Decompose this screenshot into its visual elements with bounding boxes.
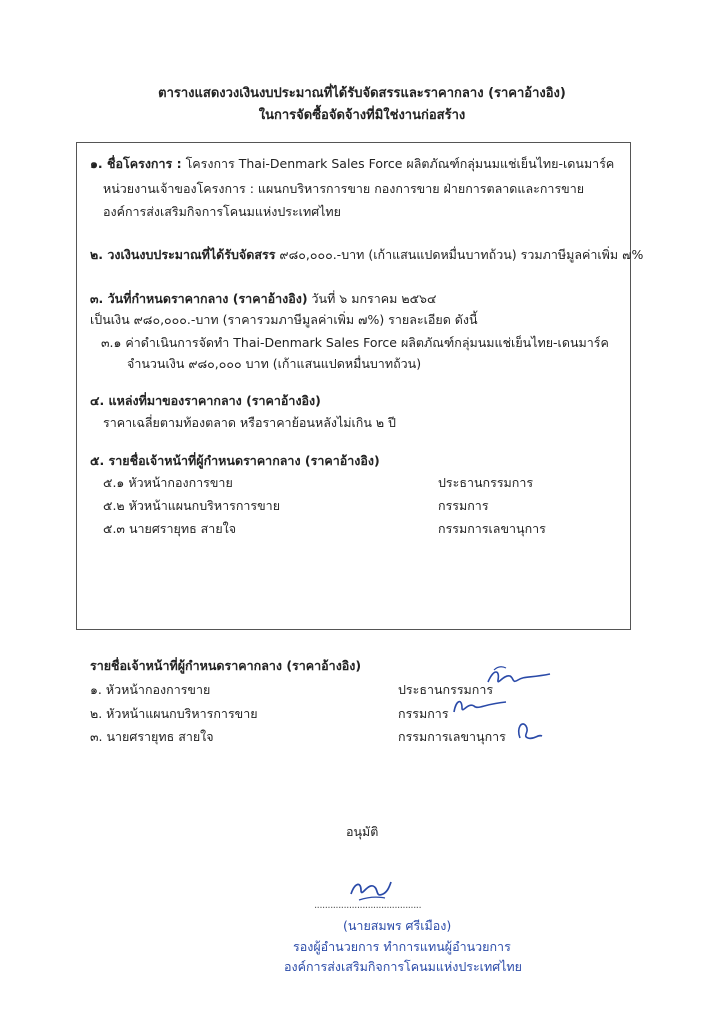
approver-name: (นายสมพร ศรีเมือง) bbox=[343, 918, 452, 933]
section-5-member-1-role: ประธานกรรมการ bbox=[438, 475, 534, 490]
section-2-budget: ๙๘๐,๐๐๐.-บาท (เก้าแสนแปดหมื่นบาทถ้วน) รวมภาษีมูลค่าเพิ่ม ๗% bbox=[279, 247, 644, 262]
section-3-label: ๓. วันที่กำหนดราคากลาง (ราคาอ้างอิง) bbox=[90, 291, 308, 306]
section-3-amount: เป็นเงิน ๙๘๐,๐๐๐.-บาท (ราคารวมภาษีมูลค่าเพิ่ม ๗%) รายละเอียด ดังนี้ bbox=[90, 312, 478, 327]
approver-title-2: องค์การส่งเสริมกิจการโคนมแห่งประเทศไทย bbox=[284, 959, 522, 974]
officer-3-name: ๓. นายศรายุทธ สายใจ bbox=[90, 729, 214, 744]
officer-1-role: ประธานกรรมการ bbox=[398, 682, 494, 697]
section-5-member-2-role: กรรมการ bbox=[438, 498, 489, 513]
section-1-project: โครงการ Thai-Denmark Sales Force ผลิตภัณฑ์กลุ่มนมแช่เย็นไทย-เดนมาร์ค bbox=[185, 156, 615, 171]
section-3-item-amount: จำนวนเงิน ๙๘๐,๐๐๐ บาท (เก้าแสนแปดหมื่นบาทถ้วน) bbox=[127, 356, 422, 371]
signature-chairman bbox=[484, 664, 554, 692]
section-1-agency: หน่วยงานเจ้าของโครงการ : แผนกบริหารการขาย กองการขาย ฝ่ายการตลาดและการขาย bbox=[103, 181, 585, 196]
section-1-org: องค์การส่งเสริมกิจการโคนมแห่งประเทศไทย bbox=[103, 204, 341, 219]
signature-secretary bbox=[512, 716, 544, 744]
section-1-label: ๑. ชื่อโครงการ : bbox=[90, 156, 182, 171]
section-4-label: ๔. แหล่งที่มาของราคากลาง (ราคาอ้างอิง) bbox=[90, 393, 321, 408]
section-3-date: วันที่ ๖ มกราคม ๒๕๖๔ bbox=[311, 291, 437, 306]
section-5-member-3-name: ๕.๓ นายศรายุทธ สายใจ bbox=[103, 521, 237, 536]
signature-member bbox=[450, 694, 510, 718]
section-2-label: ๒. วงเงินงบประมาณที่ได้รับจัดสรร bbox=[90, 247, 276, 262]
section-3-item: ๓.๑ ค่าดำเนินการจัดทำ Thai-Denmark Sales Force ผลิตภัณฑ์กลุ่มนมแช่เย็นไทย-เดนมาร์ค bbox=[101, 335, 609, 350]
section-5-member-1-name: ๕.๑ หัวหน้ากองการขาย bbox=[103, 475, 233, 490]
approval-label: อนุมัติ bbox=[346, 824, 379, 839]
approval-signature-line: ........................................ bbox=[314, 900, 422, 911]
section-2-row bbox=[90, 245, 643, 265]
section-5-member-3-role: กรรมการเลขานุการ bbox=[438, 521, 546, 536]
section-3-row bbox=[90, 289, 436, 309]
officer-2-role: กรรมการ bbox=[398, 706, 449, 721]
section-5-label: ๕. รายชื่อเจ้าหน้าที่ผู้กำหนดราคากลาง (ราคาอ้างอิง) bbox=[90, 453, 380, 468]
document-title-line1: ตารางแสดงวงเงินงบประมาณที่ได้รับจัดสรรและราคากลาง (ราคาอ้างอิง) bbox=[158, 86, 566, 101]
document-title-line2: ในการจัดซื้อจัดจ้างที่มิใช่งานก่อสร้าง bbox=[258, 108, 466, 123]
approver-title-1: รองผู้อำนวยการ ทำการแทนผู้อำนวยการ bbox=[293, 939, 511, 954]
section-1-row bbox=[90, 154, 614, 174]
officers-heading: รายชื่อเจ้าหน้าที่ผู้กำหนดราคากลาง (ราคาอ้างอิง) bbox=[90, 658, 362, 673]
section-5-member-2-name: ๕.๒ หัวหน้าแผนกบริหารการขาย bbox=[103, 498, 281, 513]
officer-2-name: ๒. หัวหน้าแผนกบริหารการขาย bbox=[90, 706, 258, 721]
section-4-source: ราคาเฉลี่ยตามท้องตลาด หรือราคาย้อนหลังไม่เกิน ๒ ปี bbox=[103, 415, 396, 430]
officer-1-name: ๑. หัวหน้ากองการขาย bbox=[90, 682, 211, 697]
officer-3-role: กรรมการเลขานุการ bbox=[398, 729, 506, 744]
